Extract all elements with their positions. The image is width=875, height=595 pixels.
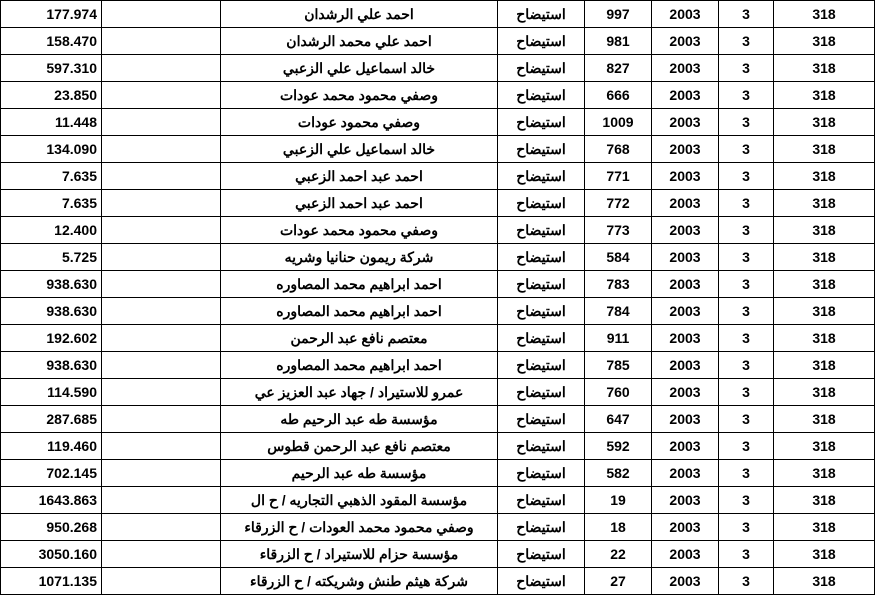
table-row <box>1 325 875 352</box>
cell-name: معتصم نافع عبد الرحمن <box>221 325 498 352</box>
cell-type: استيضاح <box>498 163 585 190</box>
cell-code: 3 <box>719 82 774 109</box>
cell-name: شركة ريمون حنانيا وشريه <box>221 244 498 271</box>
cell-year: 2003 <box>652 244 719 271</box>
cell-reference: 318 <box>774 163 875 190</box>
cell-amount: 938.630 <box>1 298 102 325</box>
cell-code: 3 <box>719 109 774 136</box>
cell-code: 3 <box>719 55 774 82</box>
cell-number: 827 <box>585 55 652 82</box>
table-row <box>1 487 875 514</box>
cell-blank <box>102 163 221 190</box>
table-row <box>1 298 875 325</box>
cell-blank <box>102 82 221 109</box>
cell-code: 3 <box>719 271 774 298</box>
cell-reference: 318 <box>774 1 875 28</box>
cell-year: 2003 <box>652 190 719 217</box>
cell-type: استيضاح <box>498 190 585 217</box>
cell-reference: 318 <box>774 514 875 541</box>
table-row <box>1 109 875 136</box>
cell-blank <box>102 136 221 163</box>
cell-year: 2003 <box>652 217 719 244</box>
cell-name: مؤسسة حزام للاستيراد / ح الزرقاء <box>221 541 498 568</box>
cell-type: استيضاح <box>498 28 585 55</box>
cell-blank <box>102 271 221 298</box>
cell-reference: 318 <box>774 82 875 109</box>
cell-amount: 177.974 <box>1 1 102 28</box>
cell-type: استيضاح <box>498 325 585 352</box>
cell-reference: 318 <box>774 379 875 406</box>
cell-name: خالد اسماعيل علي الزعبي <box>221 136 498 163</box>
cell-number: 582 <box>585 460 652 487</box>
cell-number: 997 <box>585 1 652 28</box>
cell-name: احمد ابراهيم محمد المصاوره <box>221 298 498 325</box>
cell-year: 2003 <box>652 136 719 163</box>
cell-reference: 318 <box>774 541 875 568</box>
cell-code: 3 <box>719 541 774 568</box>
cell-year: 2003 <box>652 82 719 109</box>
cell-name: احمد ابراهيم محمد المصاوره <box>221 271 498 298</box>
cell-year: 2003 <box>652 460 719 487</box>
cell-reference: 318 <box>774 217 875 244</box>
table-row <box>1 433 875 460</box>
cell-number: 592 <box>585 433 652 460</box>
cell-code: 3 <box>719 568 774 595</box>
cell-code: 3 <box>719 217 774 244</box>
cell-amount: 287.685 <box>1 406 102 433</box>
cell-blank <box>102 433 221 460</box>
cell-type: استيضاح <box>498 568 585 595</box>
cell-name: مؤسسة المقود الذهبي التجاريه / ح ال <box>221 487 498 514</box>
cell-blank <box>102 406 221 433</box>
cell-reference: 318 <box>774 406 875 433</box>
cell-amount: 119.460 <box>1 433 102 460</box>
cell-reference: 318 <box>774 271 875 298</box>
cell-reference: 318 <box>774 352 875 379</box>
cell-year: 2003 <box>652 298 719 325</box>
cell-amount: 192.602 <box>1 325 102 352</box>
cell-code: 3 <box>719 190 774 217</box>
cell-type: استيضاح <box>498 109 585 136</box>
cell-blank <box>102 460 221 487</box>
cell-code: 3 <box>719 244 774 271</box>
cell-name: احمد ابراهيم محمد المصاوره <box>221 352 498 379</box>
cell-year: 2003 <box>652 487 719 514</box>
cell-name: معتصم نافع عبد الرحمن قطوس <box>221 433 498 460</box>
cell-blank <box>102 487 221 514</box>
cell-blank <box>102 109 221 136</box>
cell-year: 2003 <box>652 433 719 460</box>
cell-name: مؤسسة طه عبد الرحيم <box>221 460 498 487</box>
cell-amount: 11.448 <box>1 109 102 136</box>
cell-reference: 318 <box>774 460 875 487</box>
cell-number: 911 <box>585 325 652 352</box>
cell-amount: 158.470 <box>1 28 102 55</box>
cell-blank <box>102 244 221 271</box>
cell-amount: 134.090 <box>1 136 102 163</box>
table-row <box>1 136 875 163</box>
cell-number: 773 <box>585 217 652 244</box>
cell-code: 3 <box>719 487 774 514</box>
cell-number: 760 <box>585 379 652 406</box>
cell-type: استيضاح <box>498 82 585 109</box>
cell-name: احمد عبد احمد الزعبي <box>221 190 498 217</box>
table-row <box>1 271 875 298</box>
table-row <box>1 82 875 109</box>
cell-number: 768 <box>585 136 652 163</box>
table-row <box>1 1 875 28</box>
cell-amount: 1071.135 <box>1 568 102 595</box>
cell-type: استيضاح <box>498 487 585 514</box>
cell-blank <box>102 325 221 352</box>
cell-reference: 318 <box>774 136 875 163</box>
cell-number: 785 <box>585 352 652 379</box>
cell-code: 3 <box>719 460 774 487</box>
cell-code: 3 <box>719 136 774 163</box>
table-row <box>1 379 875 406</box>
cell-name: وصفي محمود عودات <box>221 109 498 136</box>
cell-name: عمرو للاستيراد / جهاد عبد العزيز عي <box>221 379 498 406</box>
cell-amount: 1643.863 <box>1 487 102 514</box>
table-row <box>1 352 875 379</box>
table-row <box>1 460 875 487</box>
cell-year: 2003 <box>652 1 719 28</box>
cell-name: خالد اسماعيل علي الزعبي <box>221 55 498 82</box>
cell-amount: 7.635 <box>1 190 102 217</box>
cell-type: استيضاح <box>498 541 585 568</box>
cell-name: مؤسسة طه عبد الرحيم طه <box>221 406 498 433</box>
cell-code: 3 <box>719 406 774 433</box>
cell-reference: 318 <box>774 244 875 271</box>
table-row <box>1 217 875 244</box>
cell-number: 772 <box>585 190 652 217</box>
cell-number: 771 <box>585 163 652 190</box>
cell-year: 2003 <box>652 541 719 568</box>
cell-blank <box>102 514 221 541</box>
cell-number: 19 <box>585 487 652 514</box>
cell-blank <box>102 217 221 244</box>
cell-amount: 938.630 <box>1 352 102 379</box>
cell-year: 2003 <box>652 379 719 406</box>
cell-reference: 318 <box>774 28 875 55</box>
cell-code: 3 <box>719 514 774 541</box>
cell-number: 22 <box>585 541 652 568</box>
cell-type: استيضاح <box>498 406 585 433</box>
cell-year: 2003 <box>652 271 719 298</box>
cell-number: 647 <box>585 406 652 433</box>
cell-reference: 318 <box>774 487 875 514</box>
cell-amount: 5.725 <box>1 244 102 271</box>
cell-reference: 318 <box>774 55 875 82</box>
cell-amount: 114.590 <box>1 379 102 406</box>
table-row <box>1 28 875 55</box>
cell-number: 27 <box>585 568 652 595</box>
cell-amount: 702.145 <box>1 460 102 487</box>
cell-year: 2003 <box>652 514 719 541</box>
cell-year: 2003 <box>652 55 719 82</box>
cell-amount: 7.635 <box>1 163 102 190</box>
cell-blank <box>102 541 221 568</box>
cell-blank <box>102 190 221 217</box>
cell-amount: 23.850 <box>1 82 102 109</box>
cell-name: وصفي محمود محمد عودات <box>221 217 498 244</box>
cell-reference: 318 <box>774 433 875 460</box>
cell-code: 3 <box>719 352 774 379</box>
cell-type: استيضاح <box>498 460 585 487</box>
cell-name: احمد علي محمد الرشدان <box>221 28 498 55</box>
table-row <box>1 163 875 190</box>
cell-year: 2003 <box>652 568 719 595</box>
table-row <box>1 514 875 541</box>
cell-type: استيضاح <box>498 136 585 163</box>
cell-blank <box>102 568 221 595</box>
cell-code: 3 <box>719 1 774 28</box>
table-row <box>1 244 875 271</box>
cell-type: استيضاح <box>498 379 585 406</box>
cell-year: 2003 <box>652 406 719 433</box>
cell-number: 784 <box>585 298 652 325</box>
cell-type: استيضاح <box>498 433 585 460</box>
cell-blank <box>102 379 221 406</box>
cell-number: 1009 <box>585 109 652 136</box>
cell-code: 3 <box>719 325 774 352</box>
cell-blank <box>102 352 221 379</box>
cell-number: 584 <box>585 244 652 271</box>
cell-year: 2003 <box>652 325 719 352</box>
cell-reference: 318 <box>774 568 875 595</box>
table-row <box>1 55 875 82</box>
table-row <box>1 406 875 433</box>
cell-amount: 950.268 <box>1 514 102 541</box>
cell-code: 3 <box>719 379 774 406</box>
cell-type: استيضاح <box>498 244 585 271</box>
cell-number: 18 <box>585 514 652 541</box>
cell-blank <box>102 55 221 82</box>
cell-year: 2003 <box>652 163 719 190</box>
cell-code: 3 <box>719 433 774 460</box>
cell-type: استيضاح <box>498 1 585 28</box>
cell-type: استيضاح <box>498 352 585 379</box>
cell-name: شركة هيثم طنش وشريكته / ح الزرقاء <box>221 568 498 595</box>
cell-type: استيضاح <box>498 514 585 541</box>
cell-reference: 318 <box>774 109 875 136</box>
cell-type: استيضاح <box>498 298 585 325</box>
cell-type: استيضاح <box>498 217 585 244</box>
cell-reference: 318 <box>774 325 875 352</box>
cell-name: احمد علي الرشدان <box>221 1 498 28</box>
table-body <box>1 1 875 595</box>
cell-amount: 3050.160 <box>1 541 102 568</box>
cell-number: 783 <box>585 271 652 298</box>
cell-reference: 318 <box>774 298 875 325</box>
cell-amount: 938.630 <box>1 271 102 298</box>
cell-type: استيضاح <box>498 271 585 298</box>
cell-blank <box>102 1 221 28</box>
cell-name: وصفي محمود محمد عودات <box>221 82 498 109</box>
cell-year: 2003 <box>652 352 719 379</box>
cell-number: 981 <box>585 28 652 55</box>
cell-year: 2003 <box>652 28 719 55</box>
cell-blank <box>102 298 221 325</box>
cell-amount: 12.400 <box>1 217 102 244</box>
cell-code: 3 <box>719 163 774 190</box>
cell-blank <box>102 28 221 55</box>
cell-name: احمد عبد احمد الزعبي <box>221 163 498 190</box>
cell-name: وصفي محمود محمد العودات / ح الزرقاء <box>221 514 498 541</box>
cell-number: 666 <box>585 82 652 109</box>
cell-code: 3 <box>719 298 774 325</box>
table-row <box>1 541 875 568</box>
cell-reference: 318 <box>774 190 875 217</box>
cell-code: 3 <box>719 28 774 55</box>
cell-type: استيضاح <box>498 55 585 82</box>
table-row <box>1 568 875 595</box>
table-row <box>1 190 875 217</box>
cell-year: 2003 <box>652 109 719 136</box>
cell-amount: 597.310 <box>1 55 102 82</box>
